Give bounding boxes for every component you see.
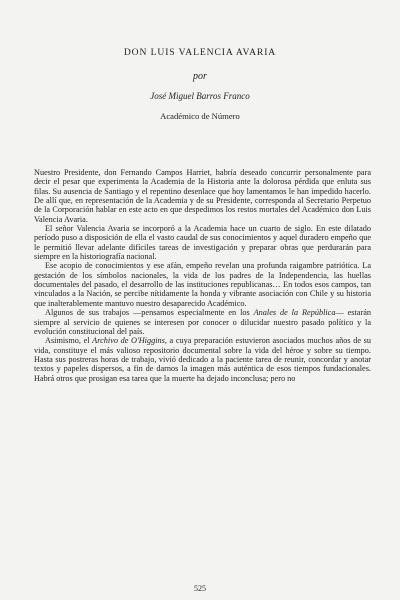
article-title: DON LUIS VALENCIA AVARIA [123, 47, 277, 58]
anales-title: Anales de la República [253, 308, 336, 318]
paragraph-5 [34, 336, 371, 383]
article-body [34, 168, 371, 383]
paragraph-4-text: Algunos de sus trabajos —pensamos especialmente en los [45, 308, 254, 318]
byline-por: por [193, 71, 207, 82]
paragraph-4 [34, 308, 371, 336]
paragraph-5-text: Asimismo, el [45, 336, 93, 346]
page-number: 525 [194, 584, 206, 593]
archivo-title: Archivo de O'Higgins [92, 336, 165, 346]
author-role: Académico de Número [160, 111, 240, 121]
paragraph-1: Nuestro Presidente, don Fernando Campos Harriet, habría deseado concurrir personalmente para decir el pesar que experimenta la Academia de la Historia ante la dolorosa pérdida que enluta sus filas. Su ausencia de Santiago y el repentino desenlace que hoy lamentamos le han impedido hacerlo. De allí que, en representación de la Academia y de su Presidente, corresponda al Secretario Perpetuo de la Corporación hablar en este acto en que despedimos los restos mortales del Académico don Luis Valencia Avaria. [34, 168, 371, 224]
paragraph-5-text-end: , a cuya preparación estuvieron asociados muchos años de su vida, constituye el más valioso repositorio documental sobre la vida del héroe y sobre su tiempo. Hasta sus postreras horas de trabajo, vivió dedicado a la paciente tarea de reunir, concordar y anotar textos y papeles dispersos, a fin de darnos la imagen más auténtica de esos tiempos fundacionales. Habrá otros que prosigan esa tarea que la muerte ha dejado inconclusa; pero no [34, 336, 371, 383]
author-name: José Miguel Barros Franco [150, 91, 250, 101]
paragraph-4-text-end: — estarán siempre al servicio de quienes se interesen por conocer o dilucidar nuestro pasado político y la evolución constitucional del país. [34, 308, 371, 336]
paragraph-3: Ese acopio de conocimientos y ese afán, empeño revelan una profunda raigambre patriótica. La gestación de los símbolos nacionales, la vida de los padres de la Independencia, las huellas documentales del pasado, el desarrollo de las instituciones republicanas… En todos esos campos, tan vinculados a la Nación, se percibe nítidamente la honda y vibrante asociación con Chile y su historia que inalterablemente mantuvo nuestro desaparecido Académico. [34, 261, 371, 308]
paragraph-2: El señor Valencia Avaria se incorporó a la Academia hace un cuarto de siglo. En este dilatado período puso a disposición de ella el vasto caudal de sus conocimientos y aquel duradero empeño que le permitió llevar adelante difíciles tareas de investigación y preparar obras que perdurarán para siempre en la historiografía nacional. [34, 224, 371, 262]
